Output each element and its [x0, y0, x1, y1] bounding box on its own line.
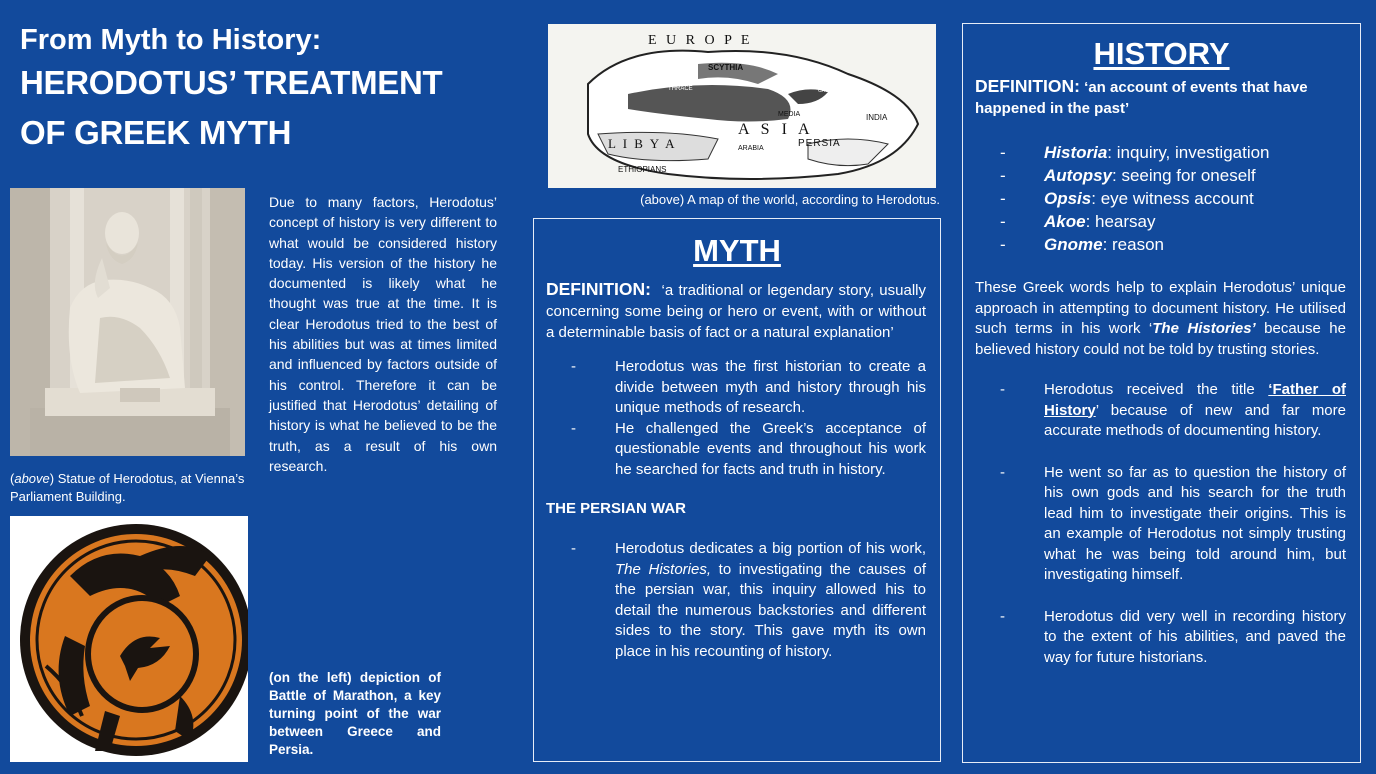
term-meaning: : seeing for oneself	[1112, 166, 1256, 185]
term-meaning: : hearsay	[1085, 212, 1156, 231]
myth-panel	[533, 218, 941, 762]
intro-paragraph: Due to many factors, Herodotus’ concept of history is very different to what would be considered history today. His version of the history he documented is likely what he thought was true at the time. It is clear Herodotus tried to the best of his abilities but was at times limited and influenced by factors outside of his control. Therefore it can be justified that Herodotus’ detailing of history is what he believed to be the truth, as a result of his own research.	[269, 194, 497, 474]
myth-definition-text: ‘a traditional or legendary story, usually concerning some being or hero or event, with or without a determinable basis of fact or a natural explanation’	[546, 282, 926, 341]
greek-terms-list	[1000, 141, 1348, 256]
greek-term	[1000, 233, 1348, 256]
greek-term	[1000, 141, 1348, 164]
term-meaning: : eye witness account	[1091, 189, 1254, 208]
map-label-scythia: SCYTHIA	[708, 63, 744, 72]
persian-war-bullet-list	[571, 539, 927, 662]
title-line-1: From Myth to History:	[20, 24, 322, 56]
history-bullet	[1000, 463, 1346, 586]
term-word: Akoe	[1044, 212, 1086, 231]
poster-title	[20, 22, 540, 158]
term-word: Opsis	[1044, 189, 1092, 208]
bullet-dash: -	[1000, 166, 1006, 185]
bullet-dash: -	[1000, 607, 1005, 625]
history-definition-label: DEFINITION:	[975, 76, 1080, 96]
map-caption: (above) A map of the world, according to Herodotus.	[640, 192, 940, 207]
map-label-asia: A S I A	[738, 121, 814, 138]
vase-illustration	[10, 516, 248, 762]
vase-caption: (on the left) depiction of Battle of Marathon, a key turning point of the war between Greece and Persia.	[269, 670, 441, 757]
war-bullet-text-b: to investigating the causes of the persian war, this inquiry allowed his to detail the numerous backstories and different sides to the story. This gave myth its own place in his recounting of history.	[615, 560, 927, 660]
statue-caption-emphasis: above	[14, 471, 50, 486]
history-bullet-list	[1000, 380, 1346, 668]
title-line-3: OF GREEK MYTH	[20, 114, 292, 151]
term-word: Historia	[1044, 143, 1108, 162]
map-label-libya: L I B Y A	[608, 136, 677, 151]
bullet-dash: -	[1000, 212, 1006, 231]
map-label-media: MEDIA	[778, 111, 801, 118]
title-line-2: HERODOTUS’ TREATMENT	[20, 64, 443, 101]
map-label-caspian: CASPIAN SEA	[818, 88, 852, 94]
myth-bullet-text: He challenged the Greek’s acceptance of questionable events and throughout his work he searched for facts and truth in history.	[615, 419, 926, 478]
persian-war-heading: THE PERSIAN WAR	[546, 500, 687, 517]
bullet-dash: -	[571, 358, 576, 375]
history-definition	[975, 76, 1348, 119]
map-label-persia: PERSIA	[798, 138, 841, 149]
statue-image	[10, 188, 245, 456]
map-label-europe: E U R O P E	[648, 33, 753, 48]
history-paragraph-a: These Greek words help to explain Herodotus’ unique approach in attempting to document history. He utilised such terms in his work ‘	[975, 279, 1346, 337]
bullet-dash: -	[1000, 381, 1005, 398]
myth-definition	[546, 279, 926, 343]
statue-caption: (above) Statue of Herodotus, at Vienna’s Parliament Building.	[10, 471, 245, 504]
history-paragraph-b: because he believed history could not be told by trusting stories.	[975, 320, 1346, 358]
statue-illustration	[10, 188, 245, 456]
map-label-ethiopians: ETHIOPIANS	[618, 165, 667, 174]
history-bullet-2: He went so far as to question the history of his own gods and his search for the truth lead him to investigate their origins. This is an example of Herodotus not simply trusting what he was being told around him, but investigating himself.	[1044, 463, 1346, 583]
bullet-dash: -	[1000, 463, 1005, 481]
father-of-history-title: ‘Father of History	[1044, 381, 1346, 419]
map-label-thrace: THRACE	[668, 86, 693, 92]
myth-bullet-list	[571, 357, 926, 480]
history-bullet	[1000, 380, 1346, 442]
greek-term	[1000, 187, 1348, 210]
history-definition-text: ‘an account of events that have happened in the past’	[975, 79, 1308, 117]
history-paragraph	[975, 278, 1346, 360]
greek-term	[1000, 210, 1348, 233]
map-label-india: INDIA	[866, 113, 888, 122]
history-paragraph-emphasis: The Histories’	[1152, 320, 1256, 337]
myth-bullet-text: Herodotus was the first historian to create a divide between myth and history through his unique methods of research.	[615, 358, 926, 416]
myth-title: MYTH	[693, 233, 781, 268]
term-word: Autopsy	[1044, 166, 1112, 185]
history-panel	[962, 23, 1361, 763]
bullet-dash: -	[1000, 143, 1006, 162]
history-bullet-1-a: Herodotus received the title	[1044, 381, 1269, 398]
persian-war-bullet	[571, 539, 927, 662]
bullet-dash: -	[1000, 235, 1006, 254]
history-bullet	[1000, 607, 1346, 669]
myth-bullet	[571, 419, 926, 481]
bullet-dash: -	[571, 540, 576, 557]
greek-term	[1000, 164, 1348, 187]
war-bullet-emphasis: The Histories,	[615, 560, 712, 578]
history-bullet-1-b: ’ because of new and far more accurate methods of documenting history.	[1044, 401, 1346, 439]
term-meaning: : inquiry, investigation	[1107, 143, 1270, 162]
term-meaning: : reason	[1102, 235, 1164, 254]
vase-image	[10, 516, 248, 762]
statue-caption-text: Statue of Herodotus, at Vienna’s Parliament Building.	[10, 471, 245, 504]
map-label-arabia: ARABIA	[738, 145, 764, 152]
history-bullet-3: Herodotus did very well in recording history to the extent of his abilities, and paved the way for future historians.	[1044, 607, 1346, 666]
myth-bullet	[571, 357, 926, 419]
bullet-dash: -	[1000, 189, 1006, 208]
myth-definition-label: DEFINITION:	[546, 279, 651, 299]
history-title: HISTORY	[1093, 36, 1230, 71]
world-map-image	[548, 24, 936, 188]
bullet-dash: -	[571, 419, 576, 437]
war-bullet-text-a: Herodotus dedicates a big portion of his work,	[615, 540, 926, 557]
term-word: Gnome	[1044, 235, 1103, 254]
herodotus-world-map	[548, 24, 936, 188]
